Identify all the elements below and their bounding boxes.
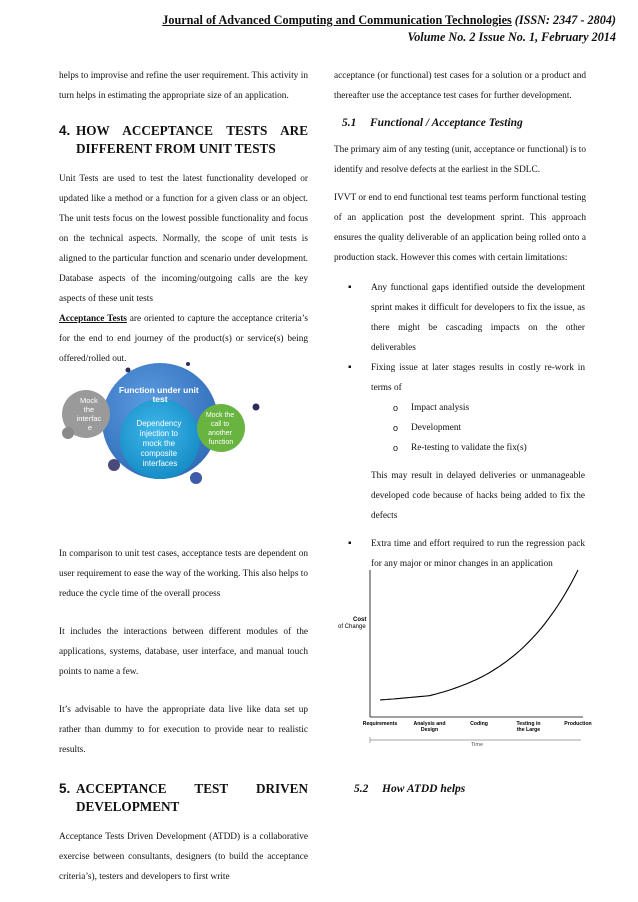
cost-of-change-chart bbox=[333, 565, 592, 750]
right-label: Mock the bbox=[205, 412, 235, 419]
right-column bbox=[334, 66, 586, 574]
section-5-heading: 5. ACCEPTANCE TEST DRIVEN DEVELOPMENT bbox=[59, 781, 308, 814]
unit-test-diagram bbox=[60, 356, 280, 496]
y-axis-label: of Change bbox=[338, 624, 366, 630]
journal-issn: (ISSN: 2347 - 2804) bbox=[514, 13, 616, 27]
x-tick-labels bbox=[363, 721, 592, 733]
left-label: the bbox=[83, 405, 95, 414]
limitations-list bbox=[334, 278, 586, 398]
section-5-2-heading: 5.2 How ATDD helps bbox=[354, 783, 466, 795]
list-item: o Impact analysis bbox=[334, 398, 586, 418]
inner-label: injection to bbox=[139, 429, 179, 438]
dot-decor bbox=[186, 362, 190, 366]
paragraph: helps to improvise and refine the user requirement. This activity in turn helps in estimating the appropriate size of an application. bbox=[59, 71, 308, 101]
left-label: Mock bbox=[79, 396, 98, 405]
dot-decor bbox=[108, 459, 120, 471]
journal-header bbox=[162, 13, 616, 28]
dot-decor bbox=[62, 427, 74, 439]
paragraph: The primary aim of any testing (unit, acceptance or functional) is to identify and resolve defects at the earliest in the SDLC. bbox=[334, 145, 586, 175]
x-tick-label: Requirements bbox=[362, 721, 398, 727]
list-item: ▪ Any functional gaps identified outside the development sprint makes it difficult for developers to fix the issue, as there might be cascading impacts on the other deliverables bbox=[334, 278, 586, 358]
x-tick-label: Testing in the Large bbox=[516, 721, 541, 733]
outer-label: test bbox=[152, 394, 168, 404]
y-axis-label: Cost bbox=[353, 617, 367, 623]
paragraph: In comparison to unit test cases, acceptance tests are dependent on user requirement to ease the way of the working. This also helps to reduce the cycle time of the overall process bbox=[59, 549, 308, 599]
list-item: o Development bbox=[334, 418, 586, 438]
section-5-1-heading: 5.1 Functional / Acceptance Testing bbox=[342, 117, 523, 129]
dot-decor bbox=[126, 368, 131, 373]
paragraph: acceptance (or functional) test cases for a solution or a product and thereafter use the acceptance test cases for further development. bbox=[334, 71, 586, 101]
inner-label: Dependency bbox=[136, 419, 182, 428]
sub-list bbox=[334, 398, 586, 458]
x-tick-label: Analysis and Design bbox=[413, 721, 446, 733]
inner-label: composite bbox=[140, 449, 178, 458]
journal-volume: Volume No. 2 Issue No. 1, February 2014 bbox=[407, 30, 616, 44]
list-item: o Re-testing to validate the fix(s) bbox=[334, 438, 586, 458]
section-4-heading: 4. HOW ACCEPTANCE TESTS ARE DIFFERENT FROM UNIT TESTS bbox=[59, 123, 308, 156]
dot-decor bbox=[190, 472, 202, 484]
paragraph: This may result in delayed deliveries or unmanageable developed code because of hacks being added to fix the defects bbox=[371, 471, 585, 521]
paragraph: It’s advisable to have the appropriate data live like data set up rather than dummy to for execution to provide near to realistic results. bbox=[59, 705, 308, 755]
left-label: interfac bbox=[76, 414, 102, 423]
left-label: e bbox=[87, 423, 93, 432]
acceptance-tests-term: Acceptance Tests bbox=[59, 314, 127, 324]
x-tick-label: Coding bbox=[470, 721, 488, 727]
svg-text:Cost bbox=[353, 617, 366, 623]
x-axis-label: Time bbox=[471, 742, 484, 748]
list-item: ▪ Extra time and effort required to run the regression pack for any major or minor changes in an application bbox=[334, 534, 586, 574]
list-item: ▪ Fixing issue at later stages results in costly re-work in terms of bbox=[334, 358, 586, 398]
right-label: another bbox=[208, 430, 232, 437]
svg-text:Time bbox=[471, 742, 483, 748]
right-label: function bbox=[208, 439, 234, 446]
inner-label: interfaces bbox=[142, 459, 178, 468]
svg-text:of Change bbox=[338, 624, 366, 630]
right-label: call to bbox=[210, 421, 230, 428]
dot-decor bbox=[253, 404, 260, 411]
svg-text:Dependency injection to bbox=[136, 419, 183, 468]
inner-label: mock the bbox=[142, 439, 176, 448]
paragraph: IVVT or end to end functional test teams perform functional testing of an application post the development sprint. This approach ensures the quality deliverable of an application being rolled onto a production stack. However this comes with certain limitations: bbox=[334, 193, 586, 263]
paragraph: Acceptance Tests Driven Development (ATDD) is a collaborative exercise between consultants, designers (to build the acceptance criteria’s), testers and developers to first write bbox=[59, 832, 308, 882]
journal-title: Journal of Advanced Computing and Communication Technologies bbox=[162, 13, 512, 27]
paragraph: Unit Tests are used to test the latest functionality developed or updated like a method or a function for a given class or an object. The unit tests focus on the lowest possible functionality and focus on the technical aspects. Normally, the scope of unit tests is aligned to the particular function and scenario under development. Database aspects of the incoming/outgoing calls are the key aspects of these unit tests bbox=[59, 174, 308, 304]
outer-label: Function under unit bbox=[118, 385, 199, 395]
series-line bbox=[380, 570, 578, 700]
x-tick-label: Production bbox=[564, 721, 592, 727]
paragraph: It includes the interactions between different modules of the applications, systems, database, user interface, and manual touch points to name a few. bbox=[59, 627, 308, 677]
paragraph: Acceptance Tests are oriented to capture the acceptance criteria’s for the end to end journey of the product(s) or service(s) being offered/rolled out. bbox=[59, 314, 308, 364]
